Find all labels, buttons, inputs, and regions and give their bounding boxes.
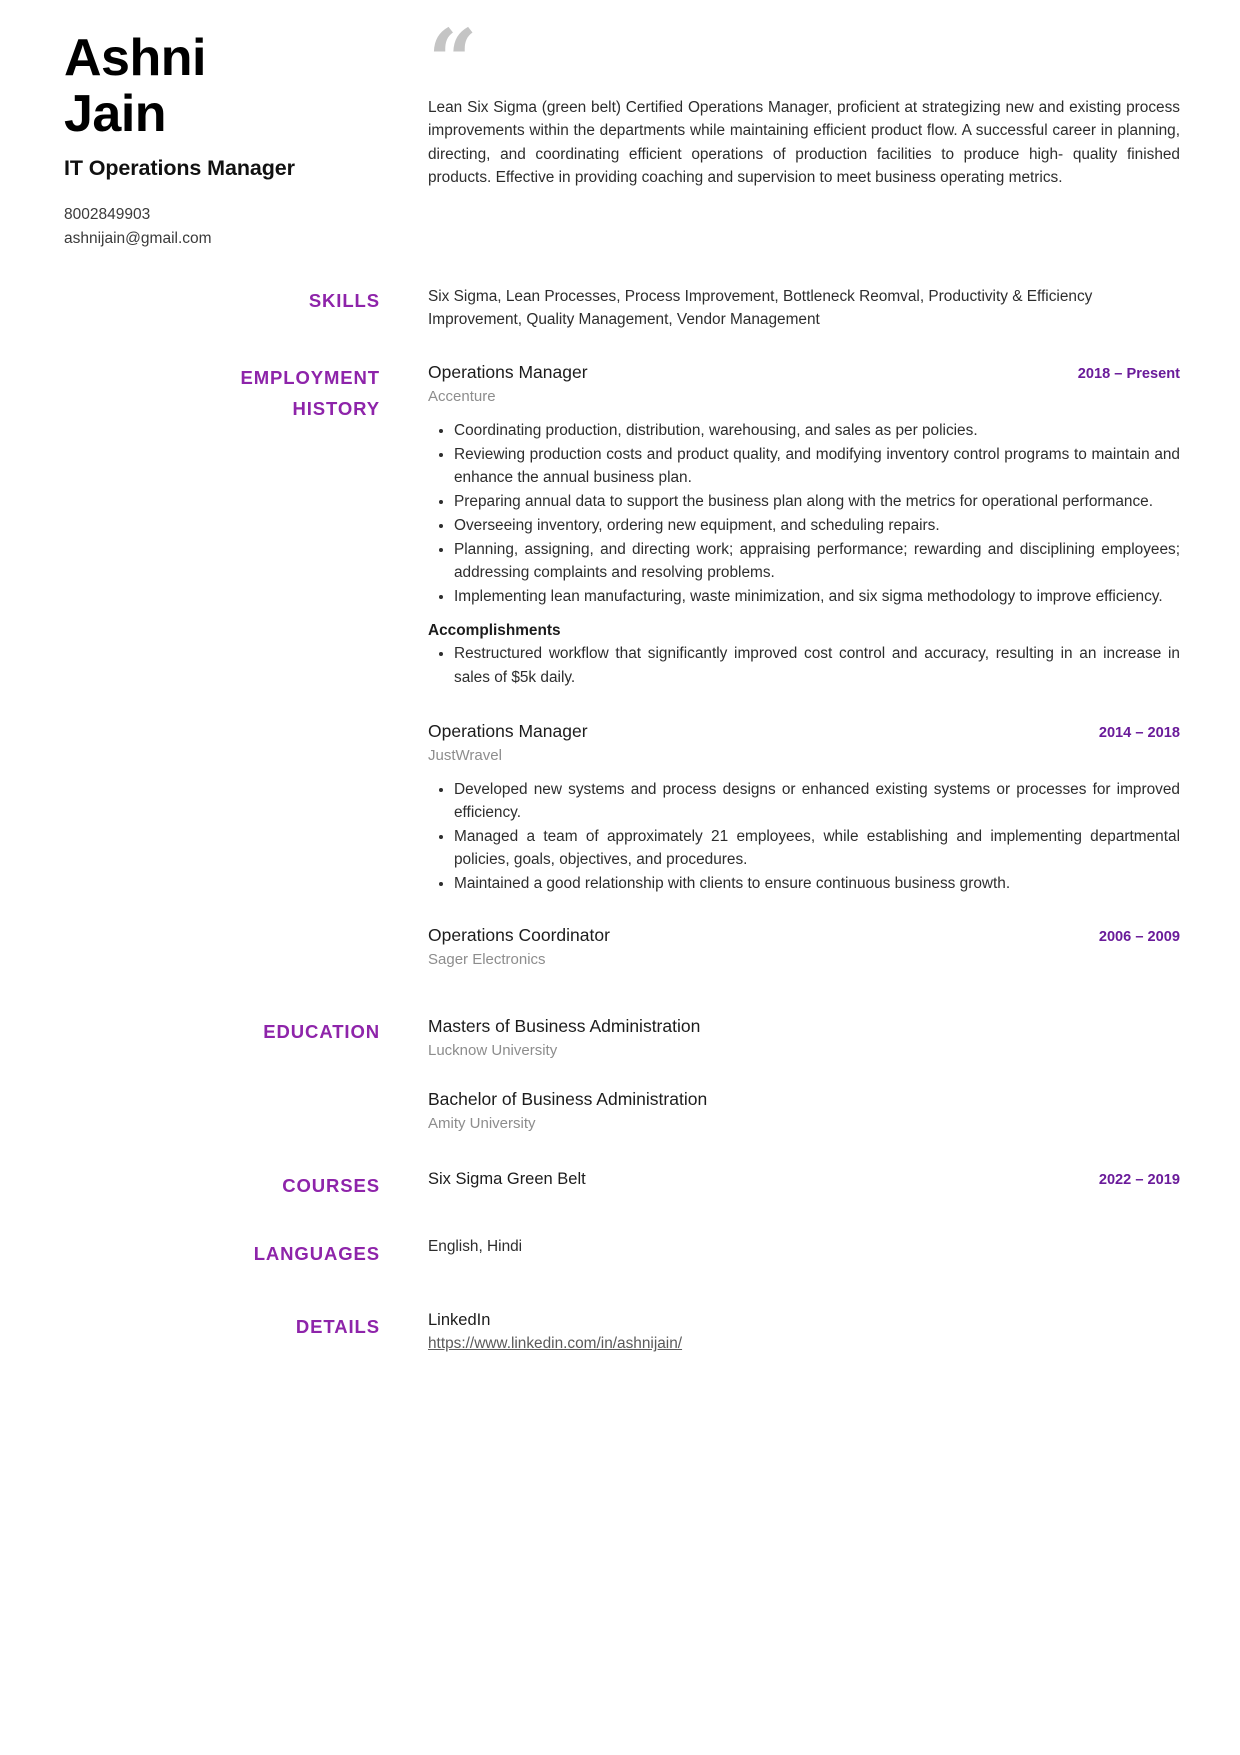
education-degree: Masters of Business Administration [428, 1016, 701, 1037]
courses-label-col [64, 1170, 424, 1201]
employment-entry-head [428, 925, 1180, 946]
list-item: • Restructured workflow that significantly improved cost control and accuracy, resulting in an increase in sales of $5k daily. [454, 642, 1180, 688]
course-entry [428, 1170, 1180, 1189]
details-label-col [64, 1311, 424, 1342]
linkedin-link[interactable]: https://www.linkedin.com/in/ashnijain/ [428, 1335, 683, 1353]
section-heading-skills: SKILLS [308, 290, 380, 312]
job-role: Operations Manager [428, 720, 588, 741]
details-body [424, 1311, 1180, 1353]
quote-mark-icon: “ [428, 11, 476, 112]
section-heading-languages: LANGUAGES [253, 1242, 380, 1264]
skills-label-col [64, 285, 424, 316]
education-degree: Bachelor of Business Administration [428, 1089, 708, 1110]
skills-list: Six Sigma, Lean Processes, Process Improvement, Bottleneck Reomval, Productivity & Efficiency Improvement, Quality Management, Vendor Management [428, 288, 1093, 329]
list-item: • Implementing lean manufacturing, waste minimization, and six sigma methodology to improve efficiency. [454, 585, 1180, 608]
job-company: JustWravel [428, 746, 502, 764]
section-heading-details: DETAILS [295, 1316, 380, 1338]
education-school: Amity University [428, 1115, 536, 1133]
section-courses [64, 1170, 1180, 1201]
list-item: • Overseeing inventory, ordering new equipment, and scheduling repairs. [454, 514, 1180, 537]
resume-header [64, 11, 1180, 251]
languages-list: English, Hindi [428, 1237, 523, 1255]
course-dates: 2022 – 2019 [1098, 1172, 1180, 1189]
contact-block [64, 203, 424, 251]
page-title [64, 30, 424, 142]
job-bullet-list [428, 778, 1180, 896]
section-employment [64, 362, 1180, 971]
languages-body [424, 1238, 1180, 1256]
list-item: • Developed new systems and process designs or enhanced existing systems or processes for improved efficiency. [454, 778, 1180, 824]
job-dates: 2006 – 2009 [1098, 929, 1180, 946]
list-item: • Planning, assigning, and directing work; appraising performance; rewarding and disciplining employees; addressing complaints and resolving problems. [454, 538, 1180, 584]
job-role: Operations Manager [428, 361, 588, 382]
education-entry [428, 1089, 1180, 1132]
job-dates: 2014 – 2018 [1098, 724, 1180, 741]
section-heading-courses: COURSES [282, 1175, 380, 1197]
last-name: Jain [64, 85, 167, 144]
job-role: Operations Coordinator [428, 925, 610, 946]
header-summary [424, 11, 1180, 190]
courses-body [424, 1170, 1180, 1189]
phone-number: 8002849903 [64, 206, 151, 224]
list-item: • Preparing annual data to support the business plan along with the metrics for operational performance. [454, 490, 1180, 513]
linkedin-label: LinkedIn [428, 1311, 491, 1330]
languages-label-col [64, 1238, 424, 1269]
section-heading-education: EDUCATION [263, 1021, 380, 1043]
job-company: Sager Electronics [428, 951, 546, 969]
employment-entry [428, 925, 1180, 968]
section-skills [64, 285, 1180, 331]
course-name: Six Sigma Green Belt [428, 1170, 586, 1189]
education-body [424, 1016, 1180, 1132]
job-title: IT Operations Manager [64, 156, 295, 181]
email-address: ashnijain@gmail.com [64, 230, 212, 248]
section-heading-employment-line1: EMPLOYMENT [240, 366, 380, 388]
section-education [64, 1016, 1180, 1132]
first-name: Ashni [64, 29, 206, 87]
employment-entry [428, 721, 1180, 896]
employment-entry-head [428, 721, 1180, 742]
job-company: Accenture [428, 387, 496, 405]
list-item: • Managed a team of approximately 21 employees, while establishing and implementing departmental policies, goals, objectives, and procedures. [454, 825, 1180, 871]
employment-entry [428, 362, 1180, 689]
education-entry [428, 1016, 1180, 1059]
employment-entry-head [428, 362, 1180, 383]
employment-label-col [64, 362, 424, 425]
list-item: • Maintained a good relationship with clients to ensure continuous business growth. [454, 872, 1180, 895]
list-item: • Reviewing production costs and product quality, and modifying inventory control programs to maintain and enhance the annual business plan. [454, 443, 1180, 489]
header-identity [64, 28, 424, 251]
employment-body [424, 362, 1180, 971]
education-label-col [64, 1016, 424, 1047]
accomplishments-list [428, 642, 1180, 688]
section-details [64, 1311, 1180, 1353]
section-heading-employment-line2: HISTORY [292, 398, 380, 419]
job-bullet-list [428, 419, 1180, 609]
education-school: Lucknow University [428, 1042, 558, 1060]
professional-summary: Lean Six Sigma (green belt) Certified Operations Manager, proficient at strategizing new and existing process improvements within the departments while maintaining efficient product flow. A successful career in planning, directing, and coordinating efficient operations of production facilities to produce high- quality finished products. Effective in providing coaching and supervision to meet business operating metrics. [428, 99, 1180, 187]
skills-body [424, 285, 1180, 331]
job-dates: 2018 – Present [1077, 365, 1180, 382]
accomplishments-heading: Accomplishments [428, 622, 561, 640]
list-item: • Coordinating production, distribution, warehousing, and sales as per policies. [454, 419, 1180, 442]
section-languages [64, 1238, 1180, 1269]
